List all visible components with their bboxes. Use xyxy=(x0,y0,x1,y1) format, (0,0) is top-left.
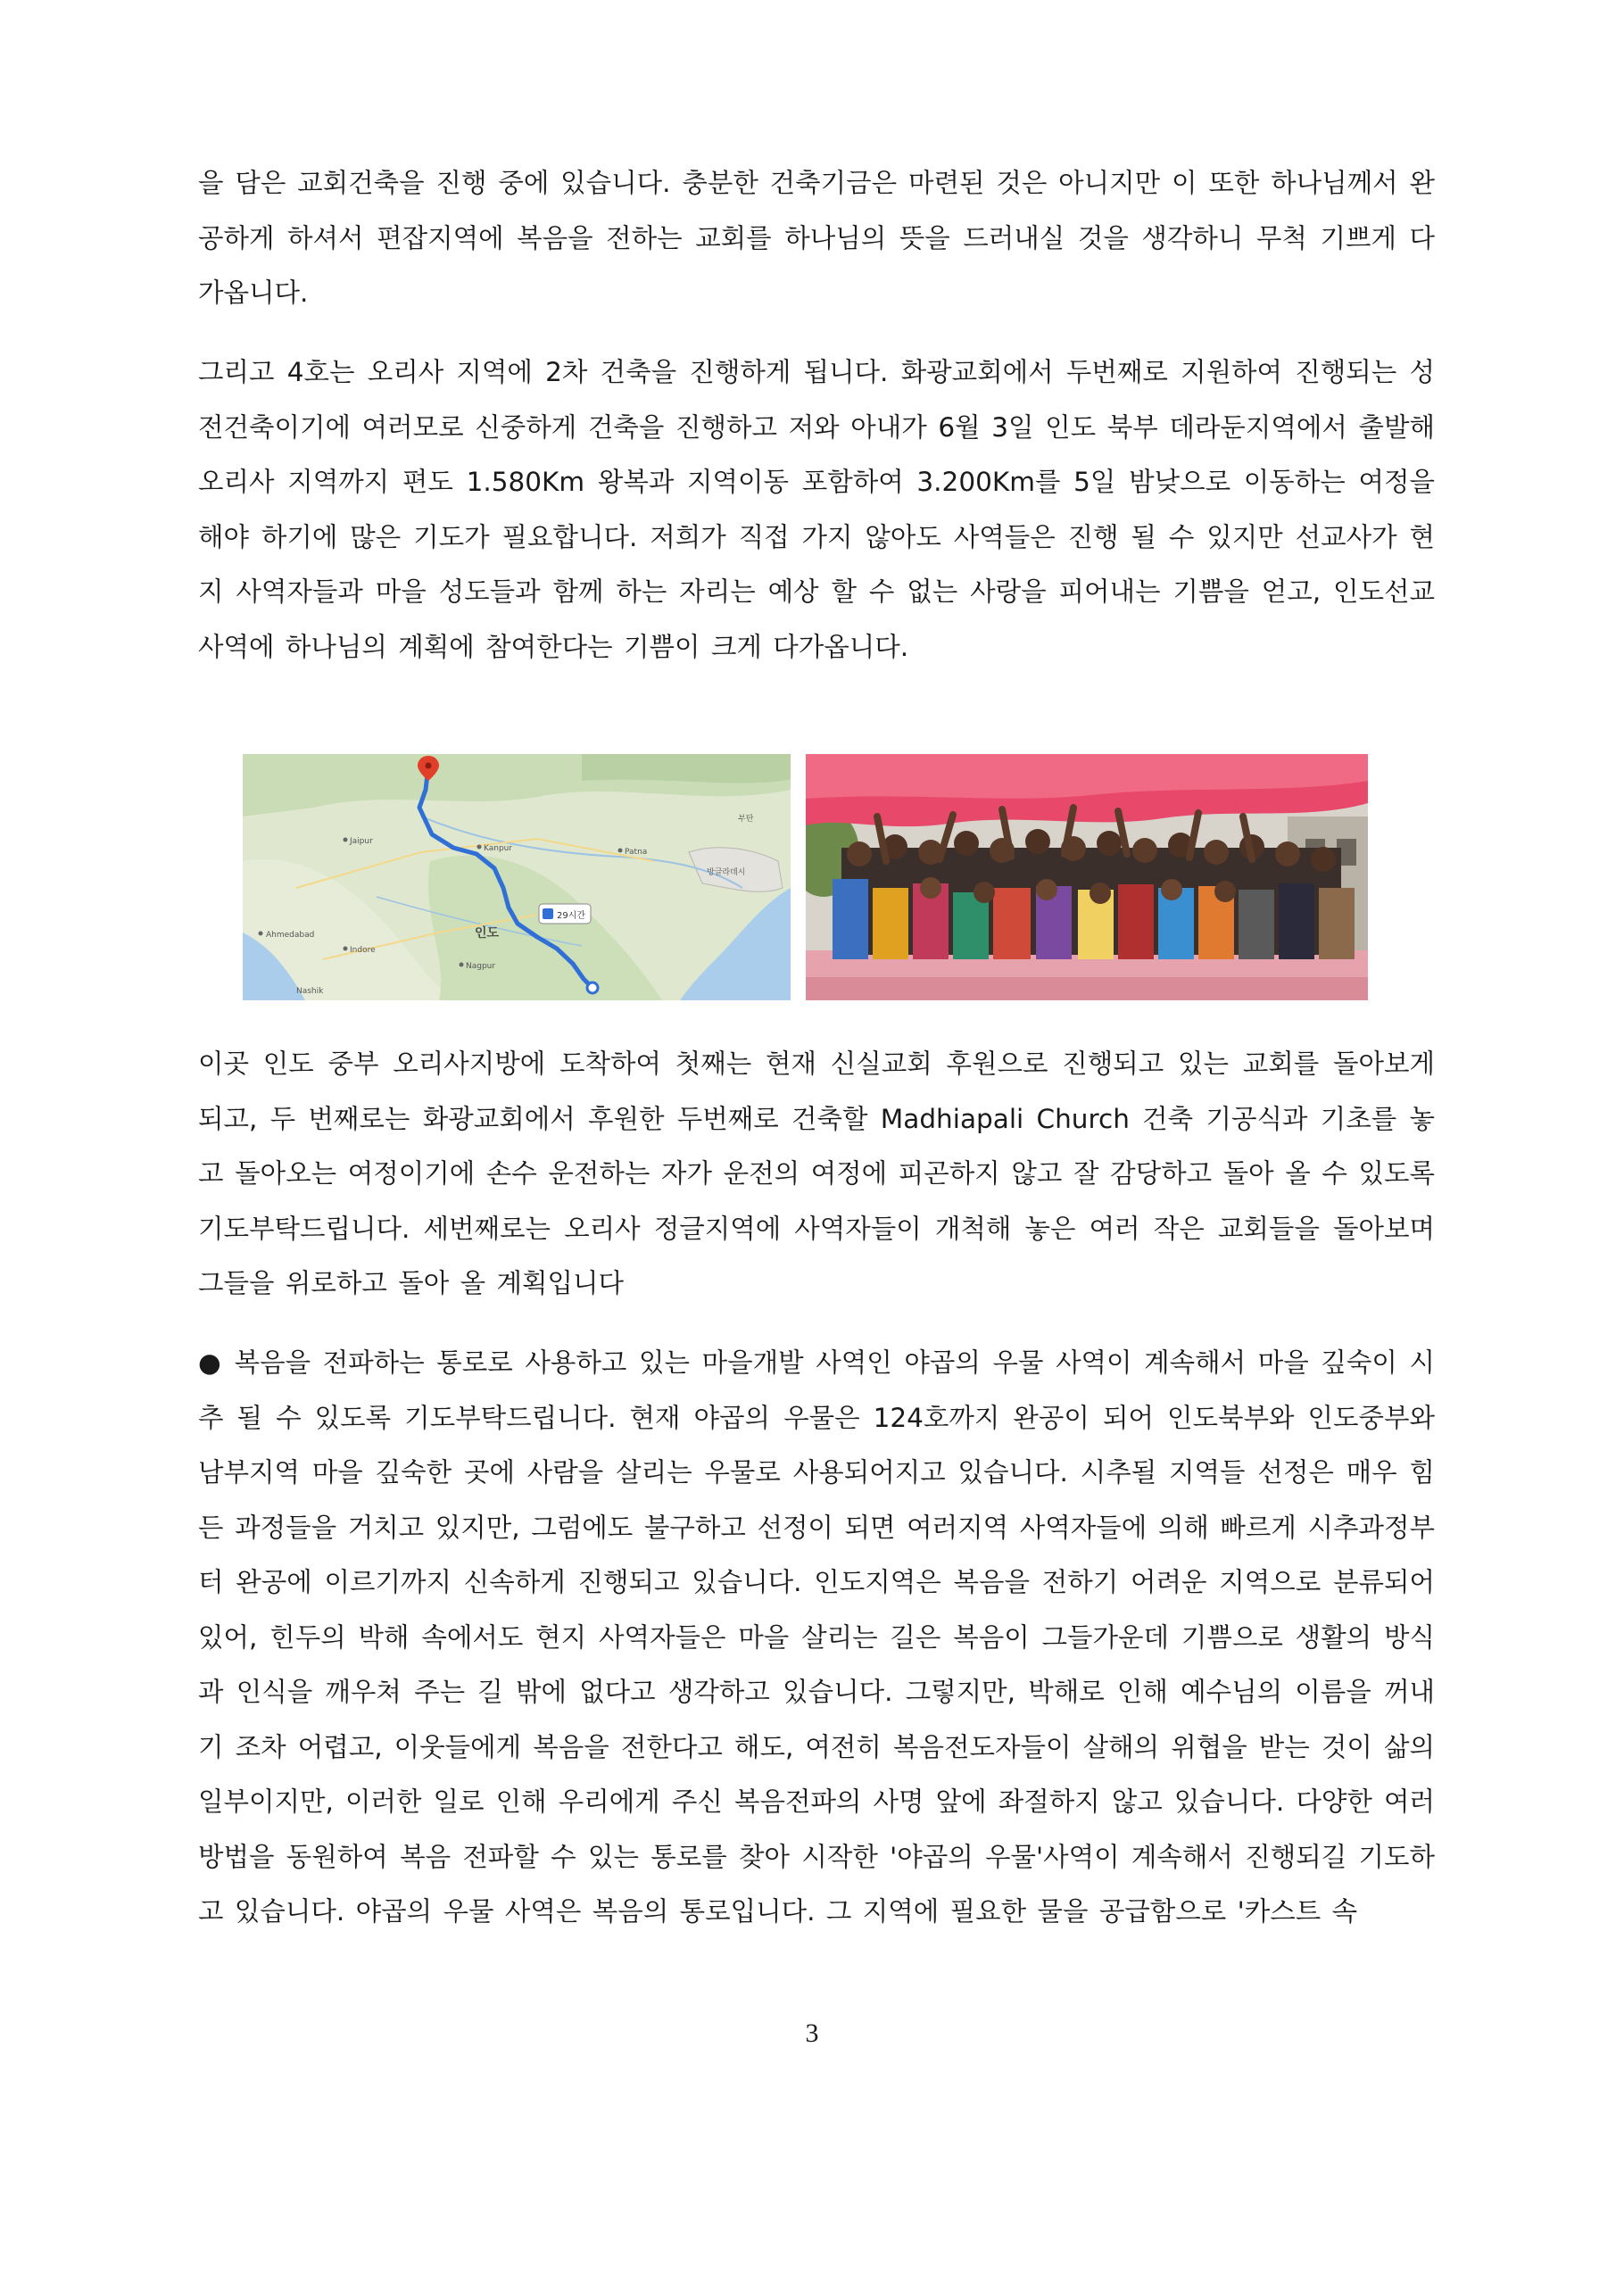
paragraph-3: 이곳 인도 중부 오리사지방에 도착하여 첫째는 현재 신실교회 후원으로 진행되고 있는 교회를 돌아보게 되고, 두 번째로는 화광교회에서 후원한 두번째로 건축할 Madhiapali Church 건축 기공식과 기초를 놓고 돌아오는 여정이기에 손수 운전하는 자가 운전의 여정에 피곤하지 않고 잘 감당하고 돌아 올 수 있도록 기도부탁드립니다. 세번째로는 오리사 정글지역에 사역자들이 개척해 놓은 여러 작은 교회들을 돌아보며 그들을 위로하고 돌아 올 계획입니다 xyxy=(198,1049,1435,1298)
map-label-patna: Patna xyxy=(625,848,648,857)
paragraph-1: 을 담은 교회건축을 진행 중에 있습니다. 충분한 건축기금은 마련된 것은 아니지만 이 또한 하나님께서 완공하게 하셔서 편잡지역에 복음을 전하는 교회를 하나님의 뜻을 드러내실 것을 생각하니 무척 기쁘게 다가옵니다. xyxy=(198,168,1435,308)
map-label-india: 인도 xyxy=(475,926,500,941)
map-label-bangladesh: 방글라데시 xyxy=(707,868,746,877)
map-label-ahmedabad: Ahmedabad xyxy=(266,931,315,940)
church-gathering-photo xyxy=(806,754,1368,1000)
map-label-nagpur: Nagpur xyxy=(466,962,496,971)
page-number: 3 xyxy=(805,2018,819,2048)
map-label-nashik: Nashik xyxy=(296,987,324,996)
map-label-kanpur: Kanpur xyxy=(484,844,513,853)
map-label-jaipur: Jaipur xyxy=(350,837,373,846)
paragraph-4: ● 복음을 전파하는 통로로 사용하고 있는 마을개발 사역인 야곱의 우물 사역이 계속해서 마을 깊숙이 시추 될 수 있도록 기도부탁드립니다. 현재 야곱의 우물은 124호까지 완공이 되어 인도북부와 인도중부와 남부지역 마을 깊숙한 곳에 사람을 살리는 우물로 사용되어지고 있습니다. 시추될 지역들 선정은 매우 힘든 과정들을 거치고 있지만, 그럼에도 불구하고 선정이 되면 여러지역 사역자들에 의해 빠르게 시추과정부터 완공에 이르기까지 신속하게 진행되고 있습니다. 인도지역은 복음을 전하기 어려운 지역으로 분류되어 있어, 힌두의 박해 속에서도 현지 사역자들은 마을 살리는 길은 복음이 그들가운데 기쁨으로 생활의 방식과 인식을 깨우쳐 주는 길 밖에 없다고 생각하고 있습니다. 그렇지만, 박해로 인해 예수님의 이름을 꺼내기 조차 어렵고, 이웃들에게 복음을 전한다고 해도, 여전히 복음전도자들이 살해의 위협을 받는 것이 삶의 일부이지만, 이러한 일로 인해 우리에게 주신 복음전파의 사명 앞에 좌절하지 않고 있습니다. 다양한 여러 방법을 동원하여 복음 전파할 수 있는 통로를 찾아 시작한 '야곱의 우물'사역이 계속해서 진행되길 기도하고 있습니다. 야곱의 우물 사역은 복음의 통로입니다. 그 지역에 필요한 물을 공급함으로 '카스트 속 xyxy=(198,1347,1435,1927)
route-badge-label: 29시간 xyxy=(557,911,586,921)
map-label-indore: Indore xyxy=(350,946,376,955)
map-label-bhutan: 부탄 xyxy=(738,815,754,824)
route-map-image xyxy=(243,754,791,1000)
paragraph-2: 그리고 4호는 오리사 지역에 2차 건축을 진행하게 됩니다. 화광교회에서 두번째로 지원하여 진행되는 성전건축이기에 여러모로 신중하게 건축을 진행하고 저와 아내가 6월 3일 인도 북부 데라둔지역에서 출발해 오리사 지역까지 편도 1.580Km 왕복과 지역이동 포함하여 3.200Km를 5일 밤낮으로 이동하는 여정을 해야 하기에 많은 기도가 필요합니다. 저희가 직접 가지 않아도 사역들은 진행 될 수 있지만 선교사가 현지 사역자들과 마을 성도들과 함께 하는 자리는 예상 할 수 없는 사랑을 피어내는 기쁨을 얻고, 인도선교사역에 하나님의 계획에 참여한다는 기쁨이 크게 다가옵니다. xyxy=(198,357,1435,662)
